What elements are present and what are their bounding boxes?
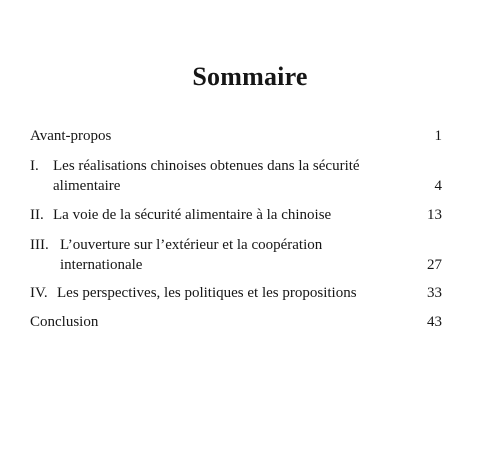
toc-entry-title: L’ouverture sur l’extérieur et la coopération [60,237,323,253]
toc-entry-text [60,235,322,275]
toc-entry-page: 27 [427,257,442,273]
toc-entry-title: Avant-propos [30,128,112,144]
toc-entry-number: II. [30,207,44,223]
toc-entry-title: Les perspectives, les politiques et les propositions [57,285,357,301]
toc-entry-text [30,126,111,146]
toc-entry-page: 33 [427,285,442,301]
toc-entry-title: Conclusion [30,314,99,330]
page-title: Sommaire [192,62,308,91]
toc-entry-text [57,283,357,303]
toc-entry-number: IV. [30,285,48,301]
toc-entry-title-continued: internationale [60,257,143,273]
toc-entry-title: Les réalisations chinoises obtenues dans la sécurité [53,158,360,174]
toc-entry-page: 1 [434,128,442,144]
toc-entry-title: La voie de la sécurité alimentaire à la chinoise [53,207,332,223]
toc-entry-title-continued: alimentaire [53,178,121,194]
toc-entry-text [30,312,98,332]
toc-entry-text [53,205,331,225]
toc-entry-page: 13 [427,207,442,223]
toc-entry-number: I. [30,158,39,174]
toc-entry-text [53,156,360,196]
toc-entry-page: 43 [427,314,442,330]
toc-entry-number: III. [30,237,49,253]
toc-entry-page: 4 [434,178,442,194]
